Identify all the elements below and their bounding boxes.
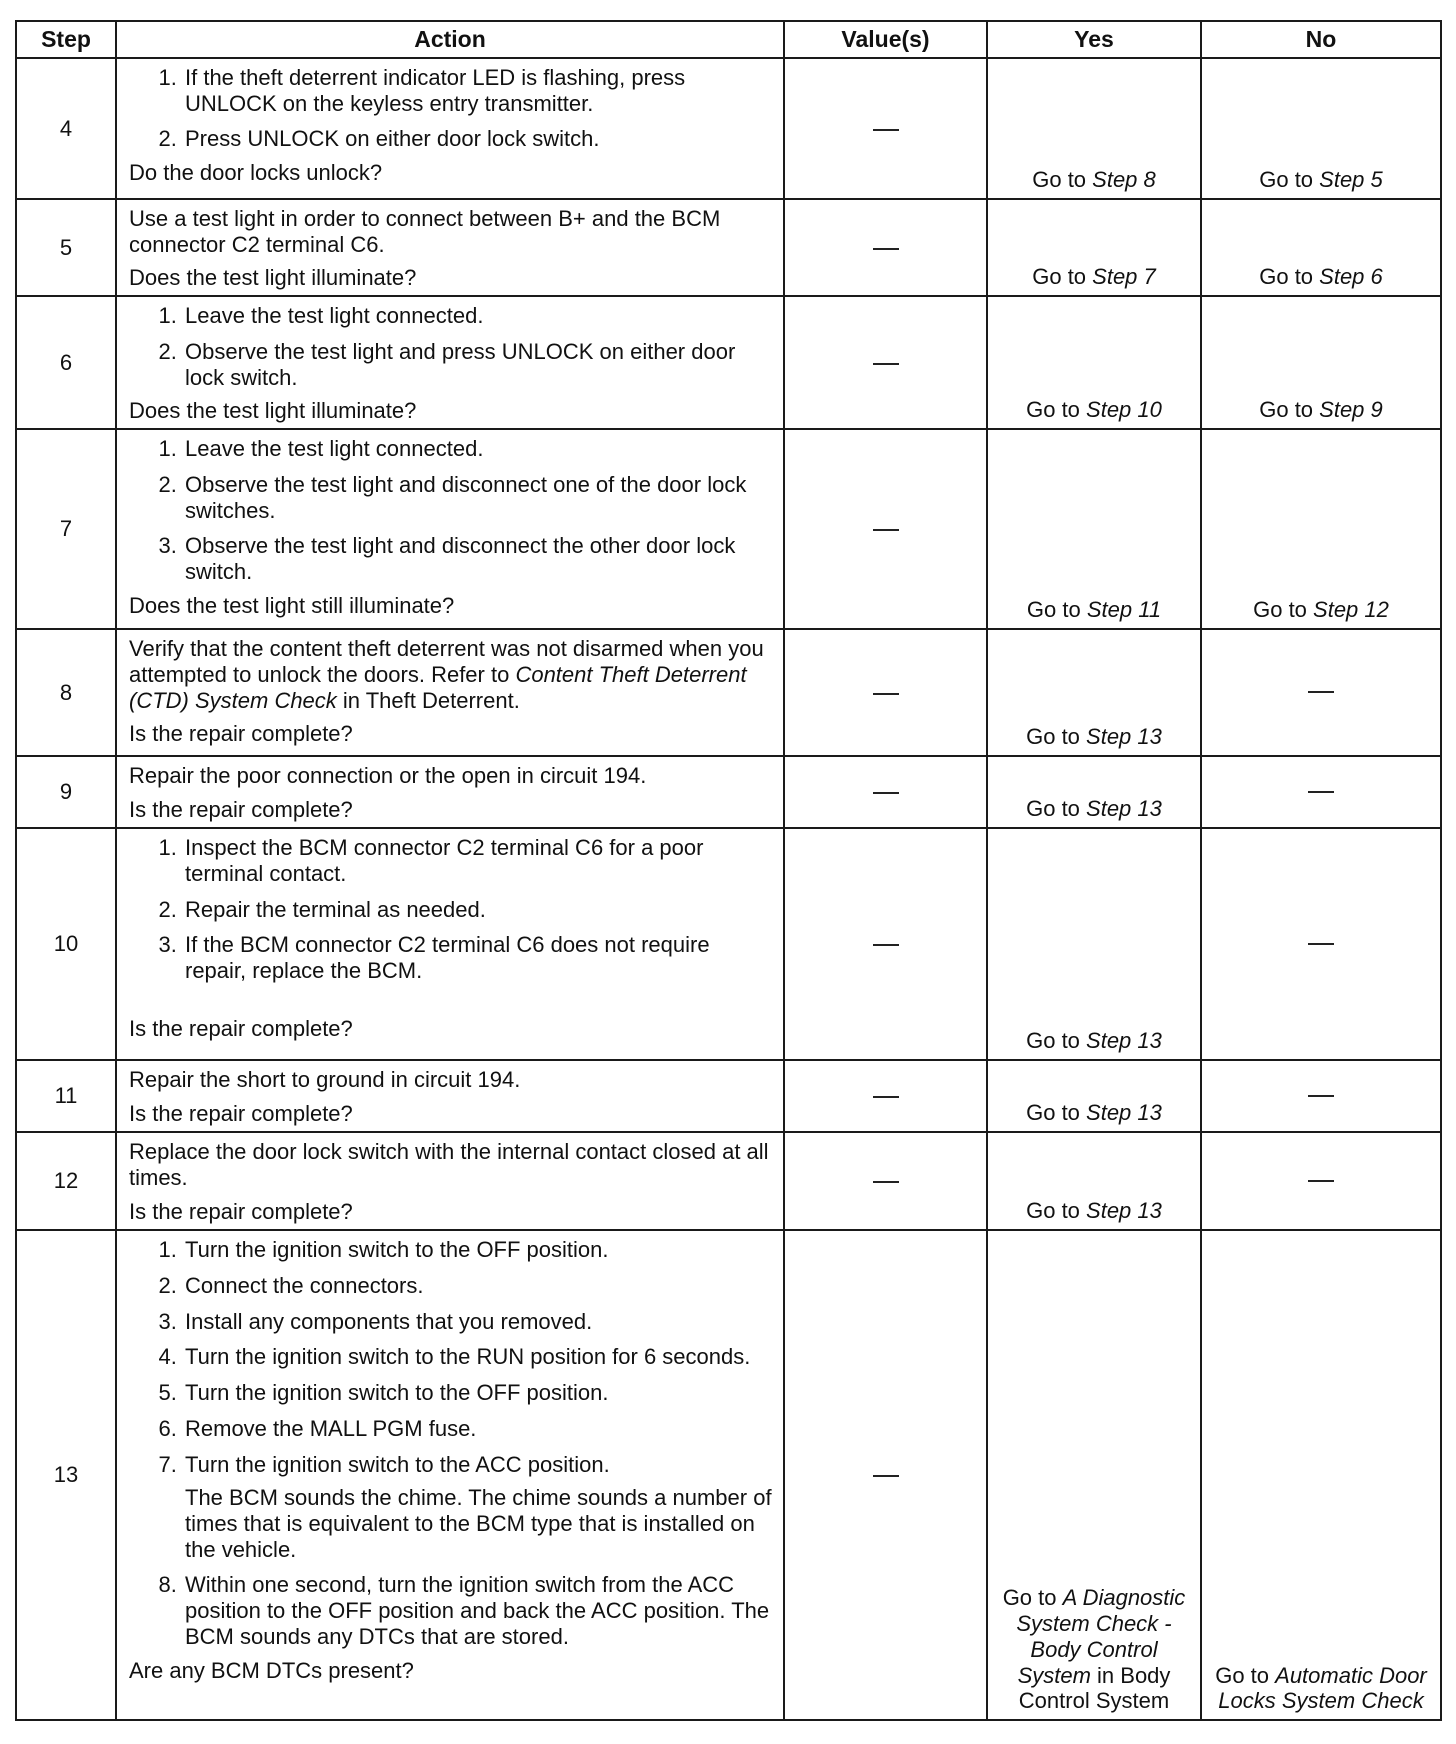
action-cell xyxy=(116,296,784,429)
step-number: 7 xyxy=(16,429,116,629)
action-text: Repair the poor connection or the open in circuit 194. xyxy=(129,763,647,789)
value-cell xyxy=(784,58,987,199)
diagnostic-table xyxy=(15,20,1442,1721)
action-text: Replace the door lock switch with the internal contact closed at all times. xyxy=(129,1139,769,1190)
yes-text: in Body Control System xyxy=(1018,1662,1171,1714)
yes-text: Go to xyxy=(1026,796,1087,822)
action-question: Is the repair complete? xyxy=(129,721,353,747)
yes-text: Go to xyxy=(1032,264,1093,290)
action-cell xyxy=(116,58,784,199)
value-dash xyxy=(873,129,899,131)
action-step: 3. If the BCM connector C2 terminal C6 does not require repair, replace the BCM. xyxy=(183,932,775,983)
header-step: Step xyxy=(16,21,116,58)
action-step: 1. Inspect the BCM connector C2 terminal C6 for a poor terminal contact. xyxy=(183,835,775,886)
no-cell xyxy=(1201,756,1441,828)
no-cell xyxy=(1201,429,1441,629)
yes-step-ref: Step 13 xyxy=(1086,1028,1162,1054)
action-step: 2. Connect the connectors. xyxy=(183,1273,775,1299)
table-row xyxy=(16,199,1441,296)
no-dash xyxy=(1308,1095,1334,1097)
yes-step-ref: Step 7 xyxy=(1092,264,1156,290)
no-cell xyxy=(1201,199,1441,296)
header-yes: Yes xyxy=(987,21,1201,58)
header-no: No xyxy=(1201,21,1441,58)
no-step-ref: Step 6 xyxy=(1319,264,1383,290)
step-number: 10 xyxy=(16,828,116,1060)
action-cell xyxy=(116,828,784,1060)
reference-title: Content Theft Deterrent (CTD) System Check xyxy=(129,661,747,713)
table-row xyxy=(16,429,1441,629)
no-text: Go to xyxy=(1259,397,1320,423)
action-steps xyxy=(129,835,775,984)
action-step: 1. Leave the test light connected. xyxy=(183,436,775,462)
action-step: 2. Repair the terminal as needed. xyxy=(183,897,775,923)
action-question: Are any BCM DTCs present? xyxy=(129,1657,414,1683)
action-cell xyxy=(116,429,784,629)
value-dash xyxy=(873,363,899,365)
action-text: Use a test light in order to connect between B+ and the BCM connector C2 terminal C6. xyxy=(129,206,721,257)
yes-cell xyxy=(987,828,1201,1060)
action-step: 8. Within one second, turn the ignition switch from the ACC position to the OFF position and back the ACC position. The BCM sounds any DTCs that are stored. xyxy=(183,1572,775,1649)
yes-cell xyxy=(987,629,1201,756)
table-row xyxy=(16,828,1441,1060)
yes-step-ref: Step 13 xyxy=(1086,1100,1162,1126)
no-text: Go to xyxy=(1259,264,1320,290)
action-step: 1. Turn the ignition switch to the OFF position. xyxy=(183,1237,775,1263)
yes-cell xyxy=(987,296,1201,429)
no-cell xyxy=(1201,1132,1441,1230)
no-reference: Automatic Door Locks System Check xyxy=(1218,1662,1427,1714)
value-cell xyxy=(784,1132,987,1230)
yes-step-ref: Step 13 xyxy=(1086,724,1162,750)
action-step-note: The BCM sounds the chime. The chime sounds a number of times that is equivalent to the BCM type that is installed on the vehicle. xyxy=(185,1485,772,1562)
yes-text: Go to xyxy=(1026,724,1087,750)
step-number: 8 xyxy=(16,629,116,756)
yes-step-ref: Step 11 xyxy=(1086,597,1162,623)
table-row xyxy=(16,296,1441,429)
action-question: Does the test light illuminate? xyxy=(129,265,417,291)
action-step: 2. Observe the test light and press UNLOCK on either door lock switch. xyxy=(183,339,775,390)
action-text: Repair the short to ground in circuit 194. xyxy=(129,1067,521,1093)
yes-step-ref: Step 13 xyxy=(1086,1198,1162,1224)
yes-cell xyxy=(987,756,1201,828)
action-cell xyxy=(116,199,784,296)
table-row xyxy=(16,756,1441,828)
action-step: 1. If the theft deterrent indicator LED is flashing, press UNLOCK on the keyless entry transmitter. xyxy=(183,65,775,116)
no-dash xyxy=(1308,943,1334,945)
action-step: 3. Install any components that you removed. xyxy=(183,1309,775,1335)
header-row xyxy=(16,21,1441,58)
no-step-ref: Step 12 xyxy=(1313,597,1389,623)
action-question: Is the repair complete? xyxy=(129,796,353,822)
action-steps xyxy=(129,65,775,152)
yes-step-ref: Step 10 xyxy=(1086,397,1162,423)
header-action: Action xyxy=(116,21,784,58)
yes-text: Go to xyxy=(1026,1028,1087,1054)
value-dash xyxy=(873,248,899,250)
value-dash xyxy=(873,1096,899,1098)
action-step xyxy=(183,1452,775,1563)
yes-cell xyxy=(987,1132,1201,1230)
no-cell xyxy=(1201,828,1441,1060)
yes-cell xyxy=(987,429,1201,629)
step-number: 11 xyxy=(16,1060,116,1132)
yes-text: Go to xyxy=(1026,1100,1087,1126)
value-cell xyxy=(784,756,987,828)
step-number: 9 xyxy=(16,756,116,828)
action-step-text: Turn the ignition switch to the ACC position. xyxy=(185,1451,610,1477)
yes-text: Go to xyxy=(1026,1198,1087,1224)
yes-text: Go to xyxy=(1032,167,1093,193)
step-number: 6 xyxy=(16,296,116,429)
no-dash xyxy=(1308,791,1334,793)
value-cell xyxy=(784,199,987,296)
no-cell xyxy=(1201,629,1441,756)
value-cell xyxy=(784,629,987,756)
value-cell xyxy=(784,296,987,429)
no-dash xyxy=(1308,1180,1334,1182)
yes-cell xyxy=(987,1230,1201,1720)
no-text: Go to xyxy=(1253,597,1314,623)
header-values: Value(s) xyxy=(784,21,987,58)
yes-text: Go to xyxy=(1026,397,1087,423)
action-step: 6. Remove the MALL PGM fuse. xyxy=(183,1416,775,1442)
step-number: 5 xyxy=(16,199,116,296)
action-cell xyxy=(116,629,784,756)
yes-text: Go to xyxy=(1026,597,1087,623)
value-cell xyxy=(784,828,987,1060)
no-cell xyxy=(1201,1230,1441,1720)
no-cell xyxy=(1201,58,1441,199)
action-text-part: Verify that the content theft deterrent was not disarmed when you attempted to unlock the doors. Refer to xyxy=(129,636,764,687)
action-steps xyxy=(129,1237,775,1650)
action-cell xyxy=(116,756,784,828)
no-text: Go to xyxy=(1259,167,1320,193)
action-cell xyxy=(116,1060,784,1132)
action-question: Does the test light still illuminate? xyxy=(129,592,455,618)
yes-reference: A Diagnostic System Check - Body Control System xyxy=(1016,1585,1186,1688)
action-step: 2. Press UNLOCK on either door lock switch. xyxy=(183,126,775,152)
action-cell xyxy=(116,1230,784,1720)
yes-step-ref: Step 8 xyxy=(1092,167,1156,193)
action-step: 4. Turn the ignition switch to the RUN position for 6 seconds. xyxy=(183,1344,775,1370)
value-cell xyxy=(784,429,987,629)
no-step-ref: Step 5 xyxy=(1319,167,1383,193)
action-steps xyxy=(129,436,775,585)
action-step: 3. Observe the test light and disconnect the other door lock switch. xyxy=(183,533,775,584)
value-dash xyxy=(873,1475,899,1477)
step-number: 4 xyxy=(16,58,116,199)
table-row xyxy=(16,1060,1441,1132)
action-question: Is the repair complete? xyxy=(129,1100,353,1126)
action-step: 2. Observe the test light and disconnect one of the door lock switches. xyxy=(183,472,775,523)
yes-cell xyxy=(987,1060,1201,1132)
value-dash xyxy=(873,693,899,695)
yes-cell xyxy=(987,199,1201,296)
value-cell xyxy=(784,1230,987,1720)
table-row xyxy=(16,629,1441,756)
step-number: 13 xyxy=(16,1230,116,1720)
action-question: Do the door locks unlock? xyxy=(129,160,383,186)
action-steps xyxy=(129,303,775,390)
action-question: Is the repair complete? xyxy=(129,1015,353,1041)
no-dash xyxy=(1308,691,1334,693)
value-dash xyxy=(873,792,899,794)
action-step: 1. Leave the test light connected. xyxy=(183,303,775,329)
value-dash xyxy=(873,1181,899,1183)
action-text-part: in Theft Deterrent. xyxy=(336,687,520,713)
yes-cell xyxy=(987,58,1201,199)
table-row xyxy=(16,1132,1441,1230)
action-question: Is the repair complete? xyxy=(129,1198,353,1224)
no-cell xyxy=(1201,296,1441,429)
action-question: Does the test light illuminate? xyxy=(129,398,417,424)
value-cell xyxy=(784,1060,987,1132)
step-number: 12 xyxy=(16,1132,116,1230)
action-step: 5. Turn the ignition switch to the OFF position. xyxy=(183,1380,775,1406)
no-cell xyxy=(1201,1060,1441,1132)
action-cell xyxy=(116,1132,784,1230)
no-step-ref: Step 9 xyxy=(1319,397,1383,423)
value-dash xyxy=(873,529,899,531)
table-row xyxy=(16,58,1441,199)
no-text: Go to xyxy=(1215,1662,1276,1688)
table-row xyxy=(16,1230,1441,1720)
value-dash xyxy=(873,944,899,946)
action-text xyxy=(129,636,775,713)
yes-step-ref: Step 13 xyxy=(1086,796,1162,822)
yes-text: Go to xyxy=(1002,1585,1063,1611)
